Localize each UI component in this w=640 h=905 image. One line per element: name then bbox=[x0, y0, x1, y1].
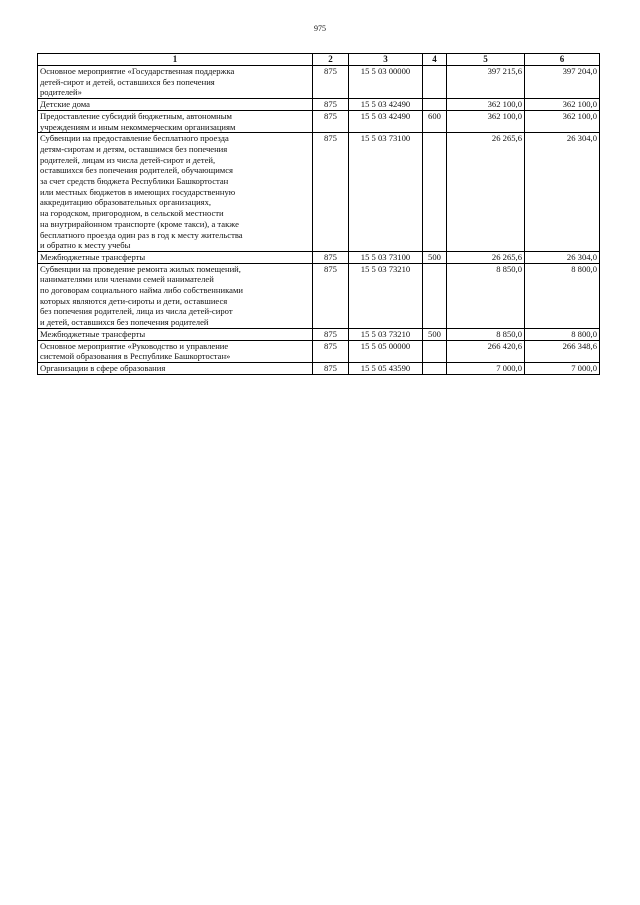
table-body bbox=[38, 66, 600, 375]
row-name-line: аккредитацию образовательных организациях, bbox=[40, 197, 212, 208]
col-header: 6 bbox=[525, 54, 600, 66]
row-amount-year1: 26 265,6 bbox=[447, 133, 525, 252]
row-amount-year2: 397 204,0 bbox=[525, 66, 600, 99]
row-amount-year2: 7 000,0 bbox=[525, 362, 600, 374]
row-name bbox=[38, 251, 313, 263]
row-expense-type bbox=[423, 340, 447, 362]
page-number: 975 bbox=[314, 24, 326, 33]
row-target-article: 15 5 03 73100 bbox=[349, 133, 423, 252]
row-amount-year1: 266 420,6 bbox=[447, 340, 525, 362]
row-target-article: 15 5 03 73210 bbox=[349, 263, 423, 328]
row-name bbox=[38, 66, 313, 99]
row-amount-year1: 8 850,0 bbox=[447, 328, 525, 340]
row-expense-type bbox=[423, 263, 447, 328]
row-amount-year1: 8 850,0 bbox=[447, 263, 525, 328]
row-expense-type bbox=[423, 66, 447, 99]
row-amount-year2: 266 348,6 bbox=[525, 340, 600, 362]
row-name-line: которых являются дети-сироты и дети, оставшиеся bbox=[40, 295, 228, 306]
row-name bbox=[38, 263, 313, 328]
row-name-line: Межбюджетные трансферты bbox=[40, 328, 146, 339]
row-grbs-code: 875 bbox=[313, 328, 349, 340]
table-row bbox=[38, 340, 600, 362]
row-name-line: и обратно к месту учебы bbox=[40, 240, 131, 251]
table-row bbox=[38, 133, 600, 252]
row-grbs-code: 875 bbox=[313, 362, 349, 374]
row-name-line: Субвенции на проведение ремонта жилых помещений, bbox=[40, 263, 241, 274]
row-name bbox=[38, 133, 313, 252]
row-amount-year2: 8 800,0 bbox=[525, 263, 600, 328]
row-expense-type: 500 bbox=[423, 251, 447, 263]
table-row bbox=[38, 251, 600, 263]
row-name-line: нанимателями или членами семей нанимателей bbox=[40, 274, 214, 285]
row-amount-year1: 26 265,6 bbox=[447, 251, 525, 263]
row-grbs-code: 875 bbox=[313, 66, 349, 99]
row-amount-year1: 362 100,0 bbox=[447, 110, 525, 132]
row-grbs-code: 875 bbox=[313, 263, 349, 328]
row-name-line: Предоставление субсидий бюджетным, автономным bbox=[40, 110, 232, 121]
row-name-line: или местных бюджетов в имеющих государственную bbox=[40, 186, 236, 197]
row-amount-year2: 362 100,0 bbox=[525, 99, 600, 111]
row-name-line: родителей» bbox=[40, 87, 82, 98]
row-target-article: 15 5 05 43590 bbox=[349, 362, 423, 374]
row-expense-type: 600 bbox=[423, 110, 447, 132]
row-name-line: детям-сиротам и детям, оставшимся без попечения bbox=[40, 143, 228, 154]
row-name-line: без попечения родителей, лица из числа детей-сирот bbox=[40, 306, 233, 317]
row-grbs-code: 875 bbox=[313, 110, 349, 132]
table-row bbox=[38, 263, 600, 328]
row-target-article: 15 5 05 00000 bbox=[349, 340, 423, 362]
row-target-article: 15 5 03 00000 bbox=[349, 66, 423, 99]
row-grbs-code: 875 bbox=[313, 99, 349, 111]
row-amount-year1: 362 100,0 bbox=[447, 99, 525, 111]
row-name-line: родителей, лицам из числа детей-сирот и детей, bbox=[40, 154, 216, 165]
row-amount-year1: 397 215,6 bbox=[447, 66, 525, 99]
row-name-line: Детские дома bbox=[40, 99, 90, 110]
row-name-line: Субвенции на предоставление бесплатного проезда bbox=[40, 133, 229, 144]
row-amount-year2: 8 800,0 bbox=[525, 328, 600, 340]
row-name-line: системой образования в Республике Башкортостан» bbox=[40, 351, 231, 362]
table-row bbox=[38, 362, 600, 374]
row-target-article: 15 5 03 73100 bbox=[349, 251, 423, 263]
row-target-article: 15 5 03 42490 bbox=[349, 110, 423, 132]
col-header: 5 bbox=[447, 54, 525, 66]
row-name-line: Межбюджетные трансферты bbox=[40, 251, 146, 262]
row-grbs-code: 875 bbox=[313, 251, 349, 263]
row-name-line: на внутрирайонном транспорте (кроме такси), а также bbox=[40, 218, 239, 229]
row-name bbox=[38, 99, 313, 111]
row-name-line: Организации в сфере образования bbox=[40, 362, 166, 373]
header-row bbox=[38, 54, 600, 66]
table-row bbox=[38, 328, 600, 340]
table-row bbox=[38, 99, 600, 111]
row-expense-type bbox=[423, 99, 447, 111]
row-name bbox=[38, 340, 313, 362]
row-name-line: бесплатного проезда один раз в год к месту жительства bbox=[40, 229, 243, 240]
col-header: 2 bbox=[313, 54, 349, 66]
col-header: 4 bbox=[423, 54, 447, 66]
row-expense-type bbox=[423, 133, 447, 252]
row-target-article: 15 5 03 73210 bbox=[349, 328, 423, 340]
table-row bbox=[38, 66, 600, 99]
row-name-line: по договорам социального найма либо собственниками bbox=[40, 285, 244, 296]
row-amount-year2: 26 304,0 bbox=[525, 133, 600, 252]
row-name-line: Основное мероприятие «Руководство и управление bbox=[40, 340, 229, 351]
row-expense-type bbox=[423, 362, 447, 374]
row-name bbox=[38, 110, 313, 132]
row-name-line: учреждениям и иным некоммерческим организациям bbox=[40, 121, 236, 132]
col-header: 3 bbox=[349, 54, 423, 66]
row-grbs-code: 875 bbox=[313, 133, 349, 252]
row-name-line: за счет средств бюджета Республики Башкортостан bbox=[40, 176, 229, 187]
row-amount-year2: 26 304,0 bbox=[525, 251, 600, 263]
row-target-article: 15 5 03 42490 bbox=[349, 99, 423, 111]
row-name-line: на городском, пригородном, в сельской местности bbox=[40, 208, 224, 219]
row-name-line: оставшихся без попечения родителей, обучающимся bbox=[40, 165, 233, 176]
budget-table bbox=[37, 53, 600, 375]
row-amount-year2: 362 100,0 bbox=[525, 110, 600, 132]
row-name-line: Основное мероприятие «Государственная поддержка bbox=[40, 66, 235, 76]
row-name bbox=[38, 328, 313, 340]
row-grbs-code: 875 bbox=[313, 340, 349, 362]
row-name-line: детей-сирот и детей, оставшихся без попечения bbox=[40, 76, 215, 87]
row-name-line: и детей, оставшихся без попечения родителей bbox=[40, 317, 209, 328]
row-name bbox=[38, 362, 313, 374]
row-amount-year1: 7 000,0 bbox=[447, 362, 525, 374]
col-header: 1 bbox=[38, 54, 313, 66]
row-expense-type: 500 bbox=[423, 328, 447, 340]
table-row bbox=[38, 110, 600, 132]
